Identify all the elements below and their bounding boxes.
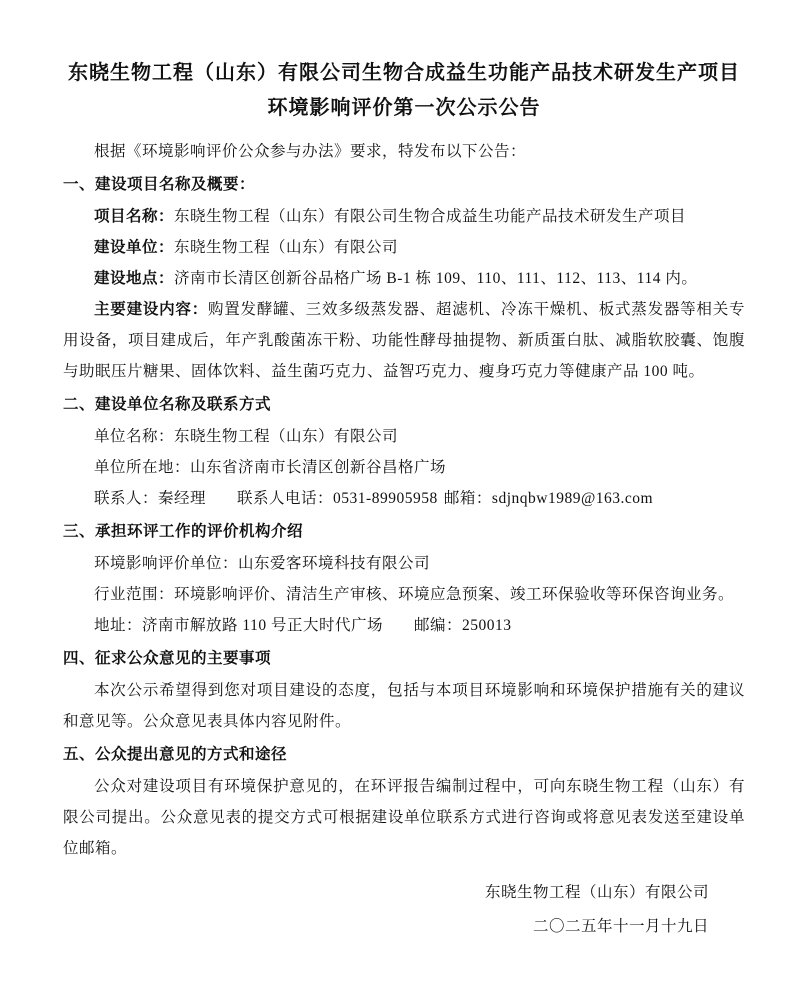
phone-label: 联系人电话： bbox=[237, 490, 334, 507]
zip-label: 邮编： bbox=[413, 617, 462, 634]
signature-date: 二〇二五年十一月十九日 bbox=[532, 918, 709, 935]
builder-label: 建设单位： bbox=[94, 239, 175, 256]
construction-content-paragraph bbox=[63, 294, 745, 387]
section4-heading: 四、征求公众意见的主要事项 bbox=[63, 650, 272, 667]
agency-address-label: 地址： bbox=[94, 617, 143, 634]
location-value: 济南市长清区创新谷品格广场 B-1 栋 109、110、111、112、113、114 内。 bbox=[174, 270, 698, 287]
contact-label: 联系人： bbox=[94, 490, 159, 507]
unit-name-value: 东晓生物工程（山东）有限公司 bbox=[174, 428, 399, 445]
section3-heading: 三、承担环评工作的评价机构介绍 bbox=[63, 523, 304, 540]
email-label: 邮箱： bbox=[443, 490, 492, 507]
email-value: sdjnqbw1989@163.com bbox=[491, 490, 654, 507]
document-title: 东晓生物工程（山东）有限公司生物合成益生功能产品技术研发生产项目环境影响评价第一次公示公告 bbox=[68, 62, 740, 119]
agency-address-value: 济南市解放路 110 号正大时代广场 bbox=[142, 617, 383, 634]
construction-content-label: 主要建设内容： bbox=[94, 301, 208, 318]
business-scope-paragraph: 行业范围：环境影响评价、清洁生产审核、环境应急预案、竣工环保验收等环保咨询业务。 bbox=[94, 586, 735, 603]
location-line bbox=[63, 263, 745, 294]
project-name-label: 项目名称： bbox=[94, 208, 175, 225]
builder-line bbox=[63, 232, 745, 263]
contact-line bbox=[63, 483, 745, 514]
contact-name: 秦经理 bbox=[158, 490, 207, 507]
eia-unit-line bbox=[63, 548, 745, 579]
eia-unit-label: 环境影响评价单位： bbox=[94, 555, 239, 572]
section4-paragraph: 本次公示希望得到您对项目建设的态度，包括与本项目环境影响和环境保护措施有关的建议和意见等。公众意见表具体内容见附件。 bbox=[63, 682, 745, 730]
signature-company: 东晓生物工程（山东）有限公司 bbox=[484, 884, 709, 901]
location-label: 建设地点： bbox=[94, 270, 175, 287]
construction-content-value: 购置发酵罐、三效多级蒸发器、超滤机、冷冻干燥机、板式蒸发器等相关专用设备，项目建成后，年产乳酸菌冻干粉、功能性酵母抽提物、新质蛋白肽、减脂软胶囊、饱腹与助眠压片糖果、固体饮料、益生菌巧克力、益智巧克力、瘦身巧克力等健康产品 100 吨。 bbox=[63, 301, 745, 380]
eia-unit-value: 山东爱客环境科技有限公司 bbox=[238, 555, 431, 572]
intro-paragraph: 根据《环境影响评价公众参与办法》要求，特发布以下公告： bbox=[94, 143, 527, 160]
unit-name-label: 单位名称： bbox=[94, 428, 175, 445]
section1-heading: 一、建设项目名称及概要： bbox=[63, 176, 256, 193]
section5-heading: 五、公众提出意见的方式和途径 bbox=[63, 746, 288, 763]
unit-address-label: 单位所在地： bbox=[94, 459, 191, 476]
section5-paragraph: 公众对建设项目有环境保护意见的，在环评报告编制过程中，可向东晓生物工程（山东）有限公司提出。公众意见表的提交方式可根据建设单位联系方式进行咨询或将意见表发送至建设单位邮箱。 bbox=[63, 778, 745, 857]
zip-value: 250013 bbox=[461, 617, 512, 634]
unit-address-line bbox=[63, 452, 745, 483]
project-name-value: 东晓生物工程（山东）有限公司生物合成益生功能产品技术研发生产项目 bbox=[174, 208, 687, 225]
unit-name-line bbox=[63, 421, 745, 452]
project-name-line bbox=[63, 201, 745, 232]
agency-address-line bbox=[63, 610, 745, 641]
signature-block bbox=[63, 876, 745, 944]
section2-heading: 二、建设单位名称及联系方式 bbox=[63, 396, 272, 413]
builder-value: 东晓生物工程（山东）有限公司 bbox=[174, 239, 399, 256]
phone-value: 0531-89905958 bbox=[333, 490, 438, 507]
unit-address-value: 山东省济南市长清区创新谷昌格广场 bbox=[190, 459, 447, 476]
